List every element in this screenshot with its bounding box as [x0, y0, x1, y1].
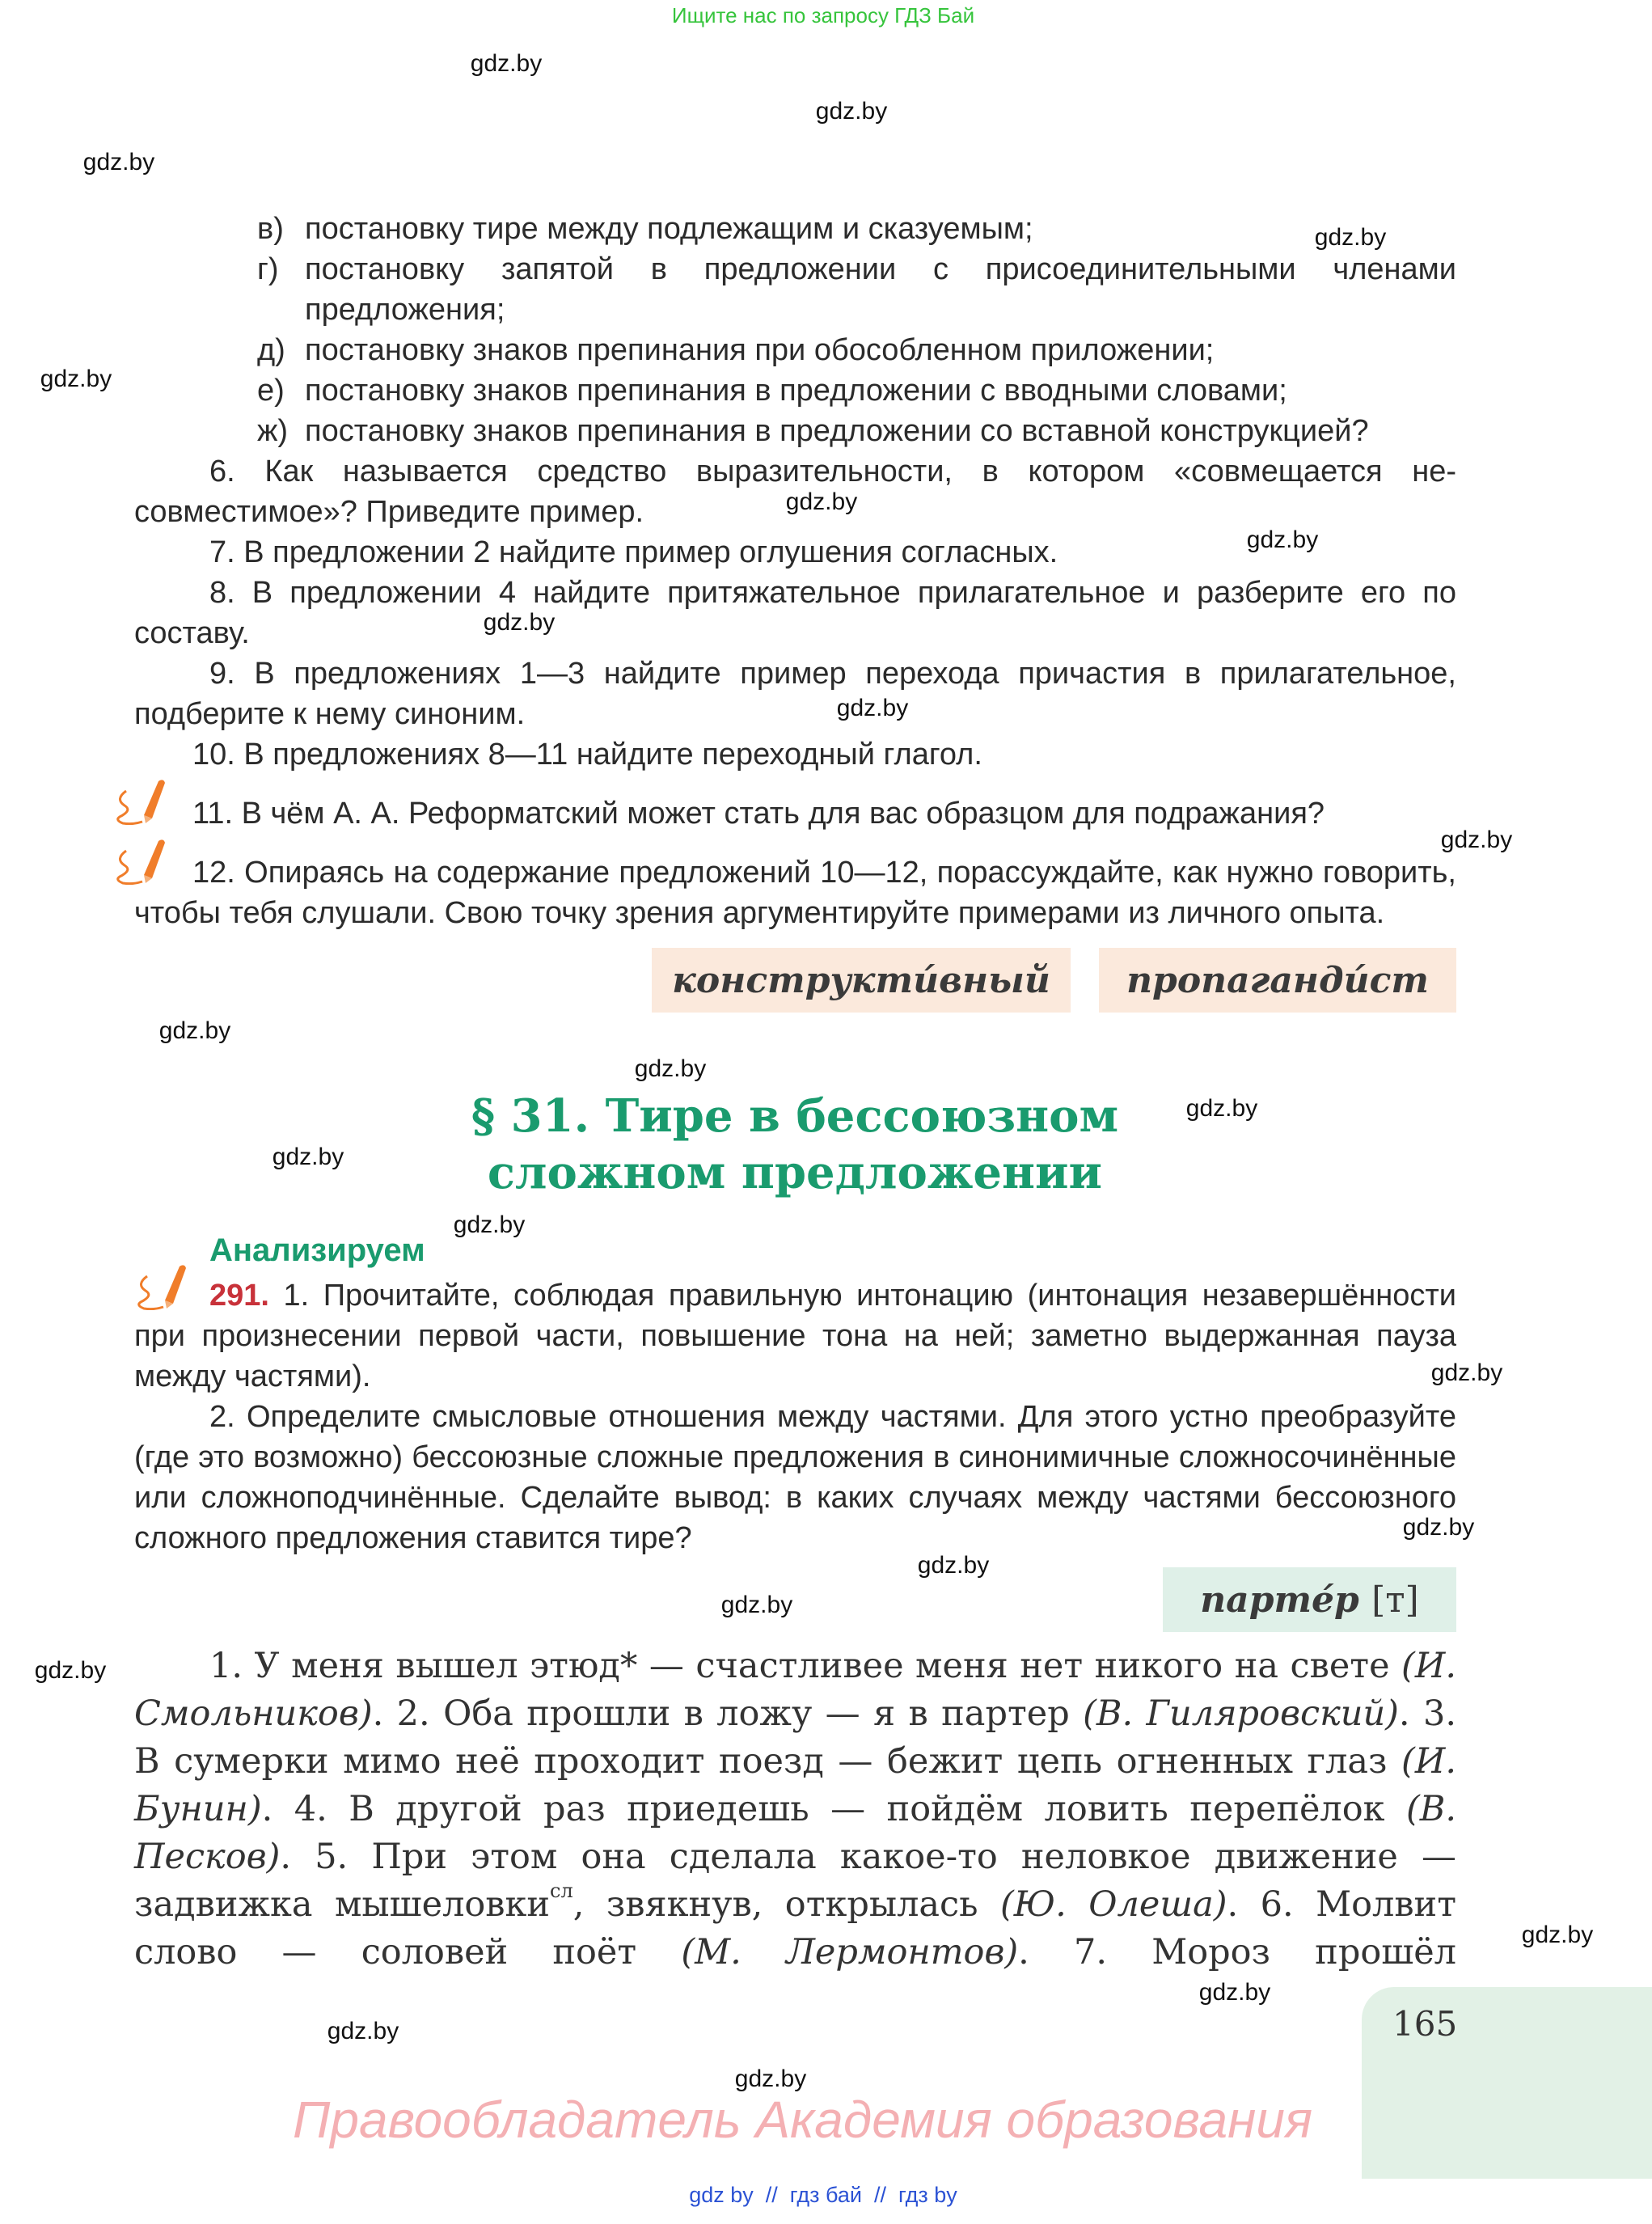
- watermark: gdz.by: [453, 1211, 526, 1238]
- section-title: § 31. Тире в бессоюзном сложном предложении: [471, 1089, 1119, 1199]
- watermark: gdz.by: [40, 366, 112, 392]
- watermark: gdz.by: [82, 149, 155, 175]
- watermark: gdz.by: [917, 1552, 990, 1579]
- watermark: gdz.by: [1185, 1095, 1258, 1122]
- page-number: 165: [1392, 2004, 1458, 2044]
- search-hint-link[interactable]: Ищите нас по запросу ГДЗ Бай: [671, 3, 975, 27]
- list-item: е) постановку знаков препинания в предложении с вводными словами;: [257, 374, 1287, 408]
- list-item: г) постановку запятой в предложении с присоединительными членами предложения;: [257, 252, 1456, 327]
- watermark: gdz.by: [34, 1657, 107, 1684]
- watermark: gdz.by: [720, 1592, 793, 1618]
- watermark: gdz.by: [1440, 827, 1513, 853]
- vocab-box-konstruktivny: конструкти́вный: [652, 948, 1071, 1013]
- watermark: gdz.by: [327, 2018, 399, 2044]
- watermark: gdz.by: [634, 1055, 707, 1082]
- task-6: 6. Как называется средство выразительности, в котором «совмещается несовместимое»? Приведите пример.: [134, 455, 1456, 529]
- watermark: gdz.by: [815, 98, 888, 125]
- watermark: gdz.by: [1314, 224, 1387, 251]
- list-item: д) постановку знаков препинания при обособленном приложении;: [257, 333, 1215, 367]
- example-sentences: 1. У меня вышел этюд* — счастливее меня нет никого на свете (И. Смольников). 2. Оба прошли в ложу — я в партер (В. Гиляровский). 3. В сумерки мимо неё проходит поезд — бежит цепь огненных глаз (И. Бунин). 4. В другой раз приедешь — пойдём ловить перепёлок (В. Песков). 5. При этом она сделала какое-то неловкое движение — задвижка мышеловки$^{сл}$, звякнув, открылась (Ю. Олеша). 6. Молвит слово — соловей поёт (М. Лермонтов). 7. Мороз прошёл: [134, 1646, 1457, 1972]
- exercise-number: 291.: [209, 1279, 269, 1313]
- watermark: gdz.by: [734, 2065, 807, 2092]
- task-12: 12. Опираясь на содержание предложений 10—12, порассуждайте, как нужно говорить, чтобы тебя слушали. Свою точку зрения аргументируйте примерами из личного опыта.: [134, 856, 1456, 930]
- task-10: 10. В предложениях 8—11 найдите переходный глагол.: [192, 738, 982, 772]
- rights-holder-watermark: Правообладатель Академия образования: [293, 2091, 1313, 2149]
- vocab-box-parter: парте́р [т]: [1163, 1567, 1456, 1632]
- footer-links[interactable]: gdz by // гдз бай // гдз by: [689, 2183, 957, 2207]
- task-8: 8. В предложении 4 найдите притяжательное прилагательное и разберите его по составу.: [134, 576, 1456, 650]
- watermark: gdz.by: [470, 50, 543, 77]
- vocab-box-propagandist: пропаганди́ст: [1099, 948, 1456, 1013]
- task-list: [134, 209, 1456, 775]
- watermark: gdz.by: [836, 695, 909, 721]
- watermark: gdz.by: [1198, 1979, 1271, 2006]
- task-11: 11. В чём А. А. Реформатский может стать для вас образцом для подражания?: [192, 797, 1325, 831]
- watermark: gdz.by: [785, 488, 858, 515]
- watermark: gdz.by: [158, 1017, 231, 1044]
- watermark: gdz.by: [1246, 526, 1319, 553]
- watermark: gdz.by: [272, 1144, 344, 1170]
- watermark: gdz.by: [1402, 1514, 1475, 1541]
- exercise-291: 291. 1. Прочитайте, соблюдая правильную интонацию (интонация незавершённости при произнесении первой части, повышение тона на ней; заметно выдержанная пауза между частями). 2. Определите смысловые отношения между частями. Для этого устно преобразуйте (где это возможно) бессоюзные сложные предложения в синонимичные сложносочинённые или сложноподчинённые. Сделайте вывод: в каких случаях между частями бессоюзного сложного предложения ставится тире?: [134, 1279, 1456, 1555]
- watermark: gdz.by: [1521, 1922, 1594, 1948]
- list-item: в) постановку тире между подлежащим и сказуемым;: [257, 212, 1033, 246]
- subheading-analyze: Анализируем: [209, 1233, 425, 1268]
- task-9: 9. В предложениях 1—3 найдите пример перехода причастия в прилагательное, подберите к нему синоним.: [134, 657, 1456, 731]
- watermark: gdz.by: [483, 609, 556, 636]
- list-item: ж) постановку знаков препинания в предложении со вставной конструкцией?: [257, 414, 1369, 448]
- watermark: gdz.by: [1430, 1359, 1503, 1386]
- task-7: 7. В предложении 2 найдите пример оглушения согласных.: [209, 535, 1058, 569]
